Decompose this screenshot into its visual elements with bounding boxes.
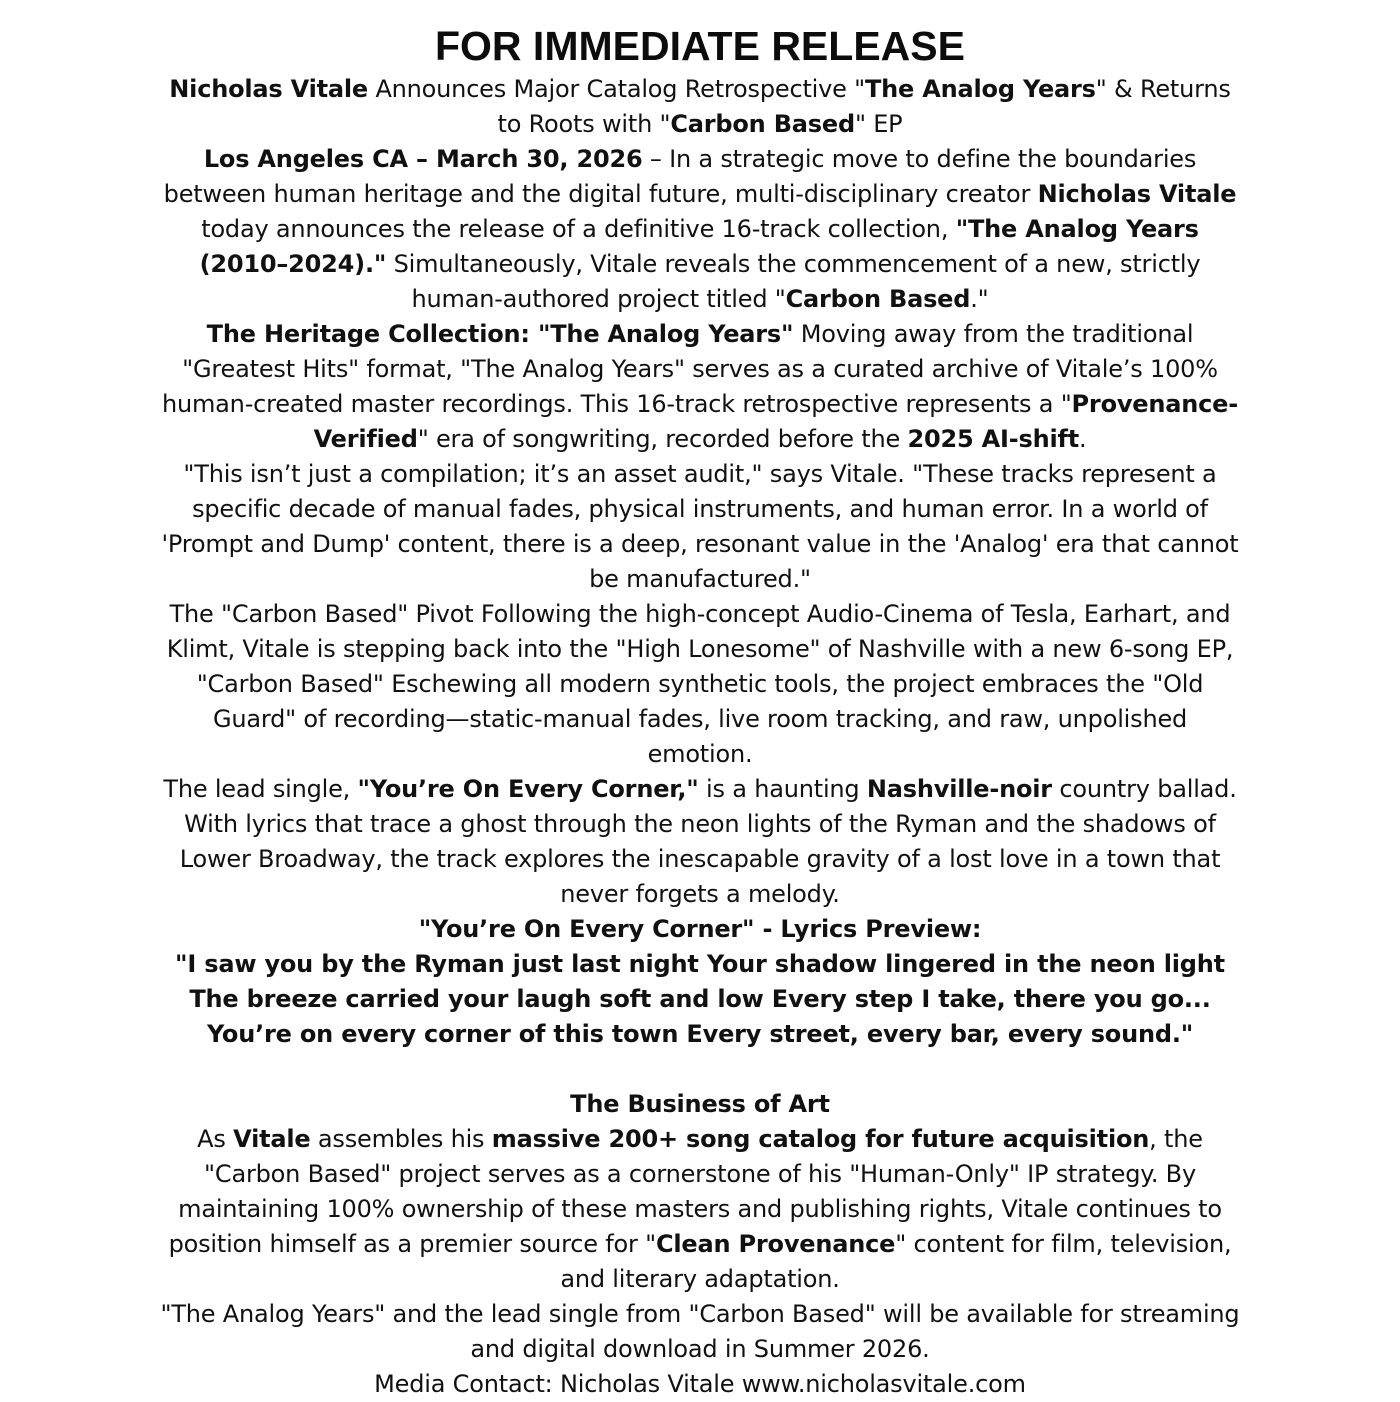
page-title: FOR IMMEDIATE RELEASE xyxy=(435,23,965,69)
paragraph-text: – In a strategic move to define the boundaries between human heritage and the digital future, multi-disciplinary creator xyxy=(163,145,1197,208)
pivot-paragraph: The "Carbon Based" Pivot Following the high-concept Audio-Cinema of Tesla, Earhart, and Klimt, Vitale is stepping back into the "High Lonesome" of Nashville with a new 6-song EP, "Carbon Based" Eschewing all modern synthetic tools, the project embraces the "Old Guard" of recording—static-manual fades, live room tracking, and raw, unpolished emotion. xyxy=(166,600,1234,768)
paragraph-text: Moving away from the traditional "Greatest Hits" format, "The Analog Years" serves as a curated archive of Vitale’s 100% human-created master recordings. This 16-track retrospective represents a " xyxy=(161,320,1218,418)
artist-name: Vitale xyxy=(233,1125,311,1153)
artist-name: Nicholas Vitale xyxy=(1037,180,1237,208)
quote-paragraph: "This isn’t just a compilation; it’s an asset audit," says Vitale. "These tracks represent a specific decade of manual fades, physical instruments, and human error. In a world of 'Prompt and Dump' content, there is a deep, resonant value in the 'Analog' era that cannot be manufactured." xyxy=(161,460,1239,593)
availability-paragraph: "The Analog Years" and the lead single from "Carbon Based" will be available for streaming and digital download in Summer 2026. xyxy=(160,1300,1240,1363)
collection-title: "The Analog Years (2010–2024)." xyxy=(199,215,1199,278)
paragraph-text: assembles his xyxy=(310,1125,492,1153)
section-heading: The Heritage Collection: "The Analog Years" xyxy=(206,320,794,348)
section-spacer xyxy=(160,1052,1240,1087)
lyrics-preview: "I saw you by the Ryman just last night Your shadow lingered in the neon light The breeze carried your laugh soft and low Every step I take, there you go... You’re on every corner of this town Every street, every bar, every sound." xyxy=(175,950,1225,1048)
business-paragraph xyxy=(160,1122,1240,1297)
single-paragraph xyxy=(160,772,1240,912)
headline-text: " EP xyxy=(854,110,903,138)
paragraph-text: The lead single, xyxy=(163,775,358,803)
paragraph-text: ." xyxy=(970,285,989,313)
emphasis-text: Clean Provenance xyxy=(655,1230,896,1258)
paragraph-text: . xyxy=(1079,425,1087,453)
ep-title: Carbon Based xyxy=(785,285,971,313)
genre-label: Nashville-noir xyxy=(866,775,1052,803)
paragraph-text: " era of songwriting, recorded before the xyxy=(417,425,908,453)
headline-paragraph xyxy=(160,72,1240,142)
artist-name: Nicholas Vitale xyxy=(169,75,369,103)
paragraph-text: country ballad. With lyrics that trace a ghost through the neon lights of the Ryman and the shadows of Lower Broadway, the track explores the inescapable gravity of a lost love in a town that never forgets a melody. xyxy=(179,775,1237,908)
paragraph-text: is a haunting xyxy=(698,775,867,803)
dateline: Los Angeles CA – March 30, 2026 xyxy=(203,145,643,173)
paragraph-text: , the "Carbon Based" project serves as a cornerstone of his "Human-Only" IP strategy. By maintaining 100% ownership of these masters and publishing rights, Vitale continues to position himself as a premier source for " xyxy=(168,1125,1222,1258)
emphasis-text: massive 200+ song catalog for future acquisition xyxy=(491,1125,1150,1153)
paragraph-text: Simultaneously, Vitale reveals the commencement of a new, strictly human-authored project titled " xyxy=(386,250,1201,313)
album-title: The Analog Years xyxy=(864,75,1096,103)
single-title: "You’re On Every Corner," xyxy=(357,775,699,803)
paragraph-text: today announces the release of a definitive 16-track collection, xyxy=(201,215,956,243)
business-heading: The Business of Art xyxy=(570,1090,830,1118)
ep-title: Carbon Based xyxy=(670,110,855,138)
emphasis-text: 2025 AI-shift xyxy=(907,425,1079,453)
paragraph-text: As xyxy=(197,1125,234,1153)
paragraph-text: " content for film, television, and literary adaptation. xyxy=(560,1230,1232,1293)
emphasis-text: Provenance-Verified xyxy=(313,390,1239,453)
dateline-paragraph xyxy=(160,142,1240,317)
heritage-paragraph xyxy=(160,317,1240,457)
media-contact: Media Contact: Nicholas Vitale www.nicholasvitale.com xyxy=(374,1370,1026,1398)
headline-text: " & Returns to Roots with " xyxy=(497,75,1231,138)
lyrics-heading: "You’re On Every Corner" - Lyrics Preview: xyxy=(418,915,982,943)
headline-text: Announces Major Catalog Retrospective " xyxy=(368,75,865,103)
